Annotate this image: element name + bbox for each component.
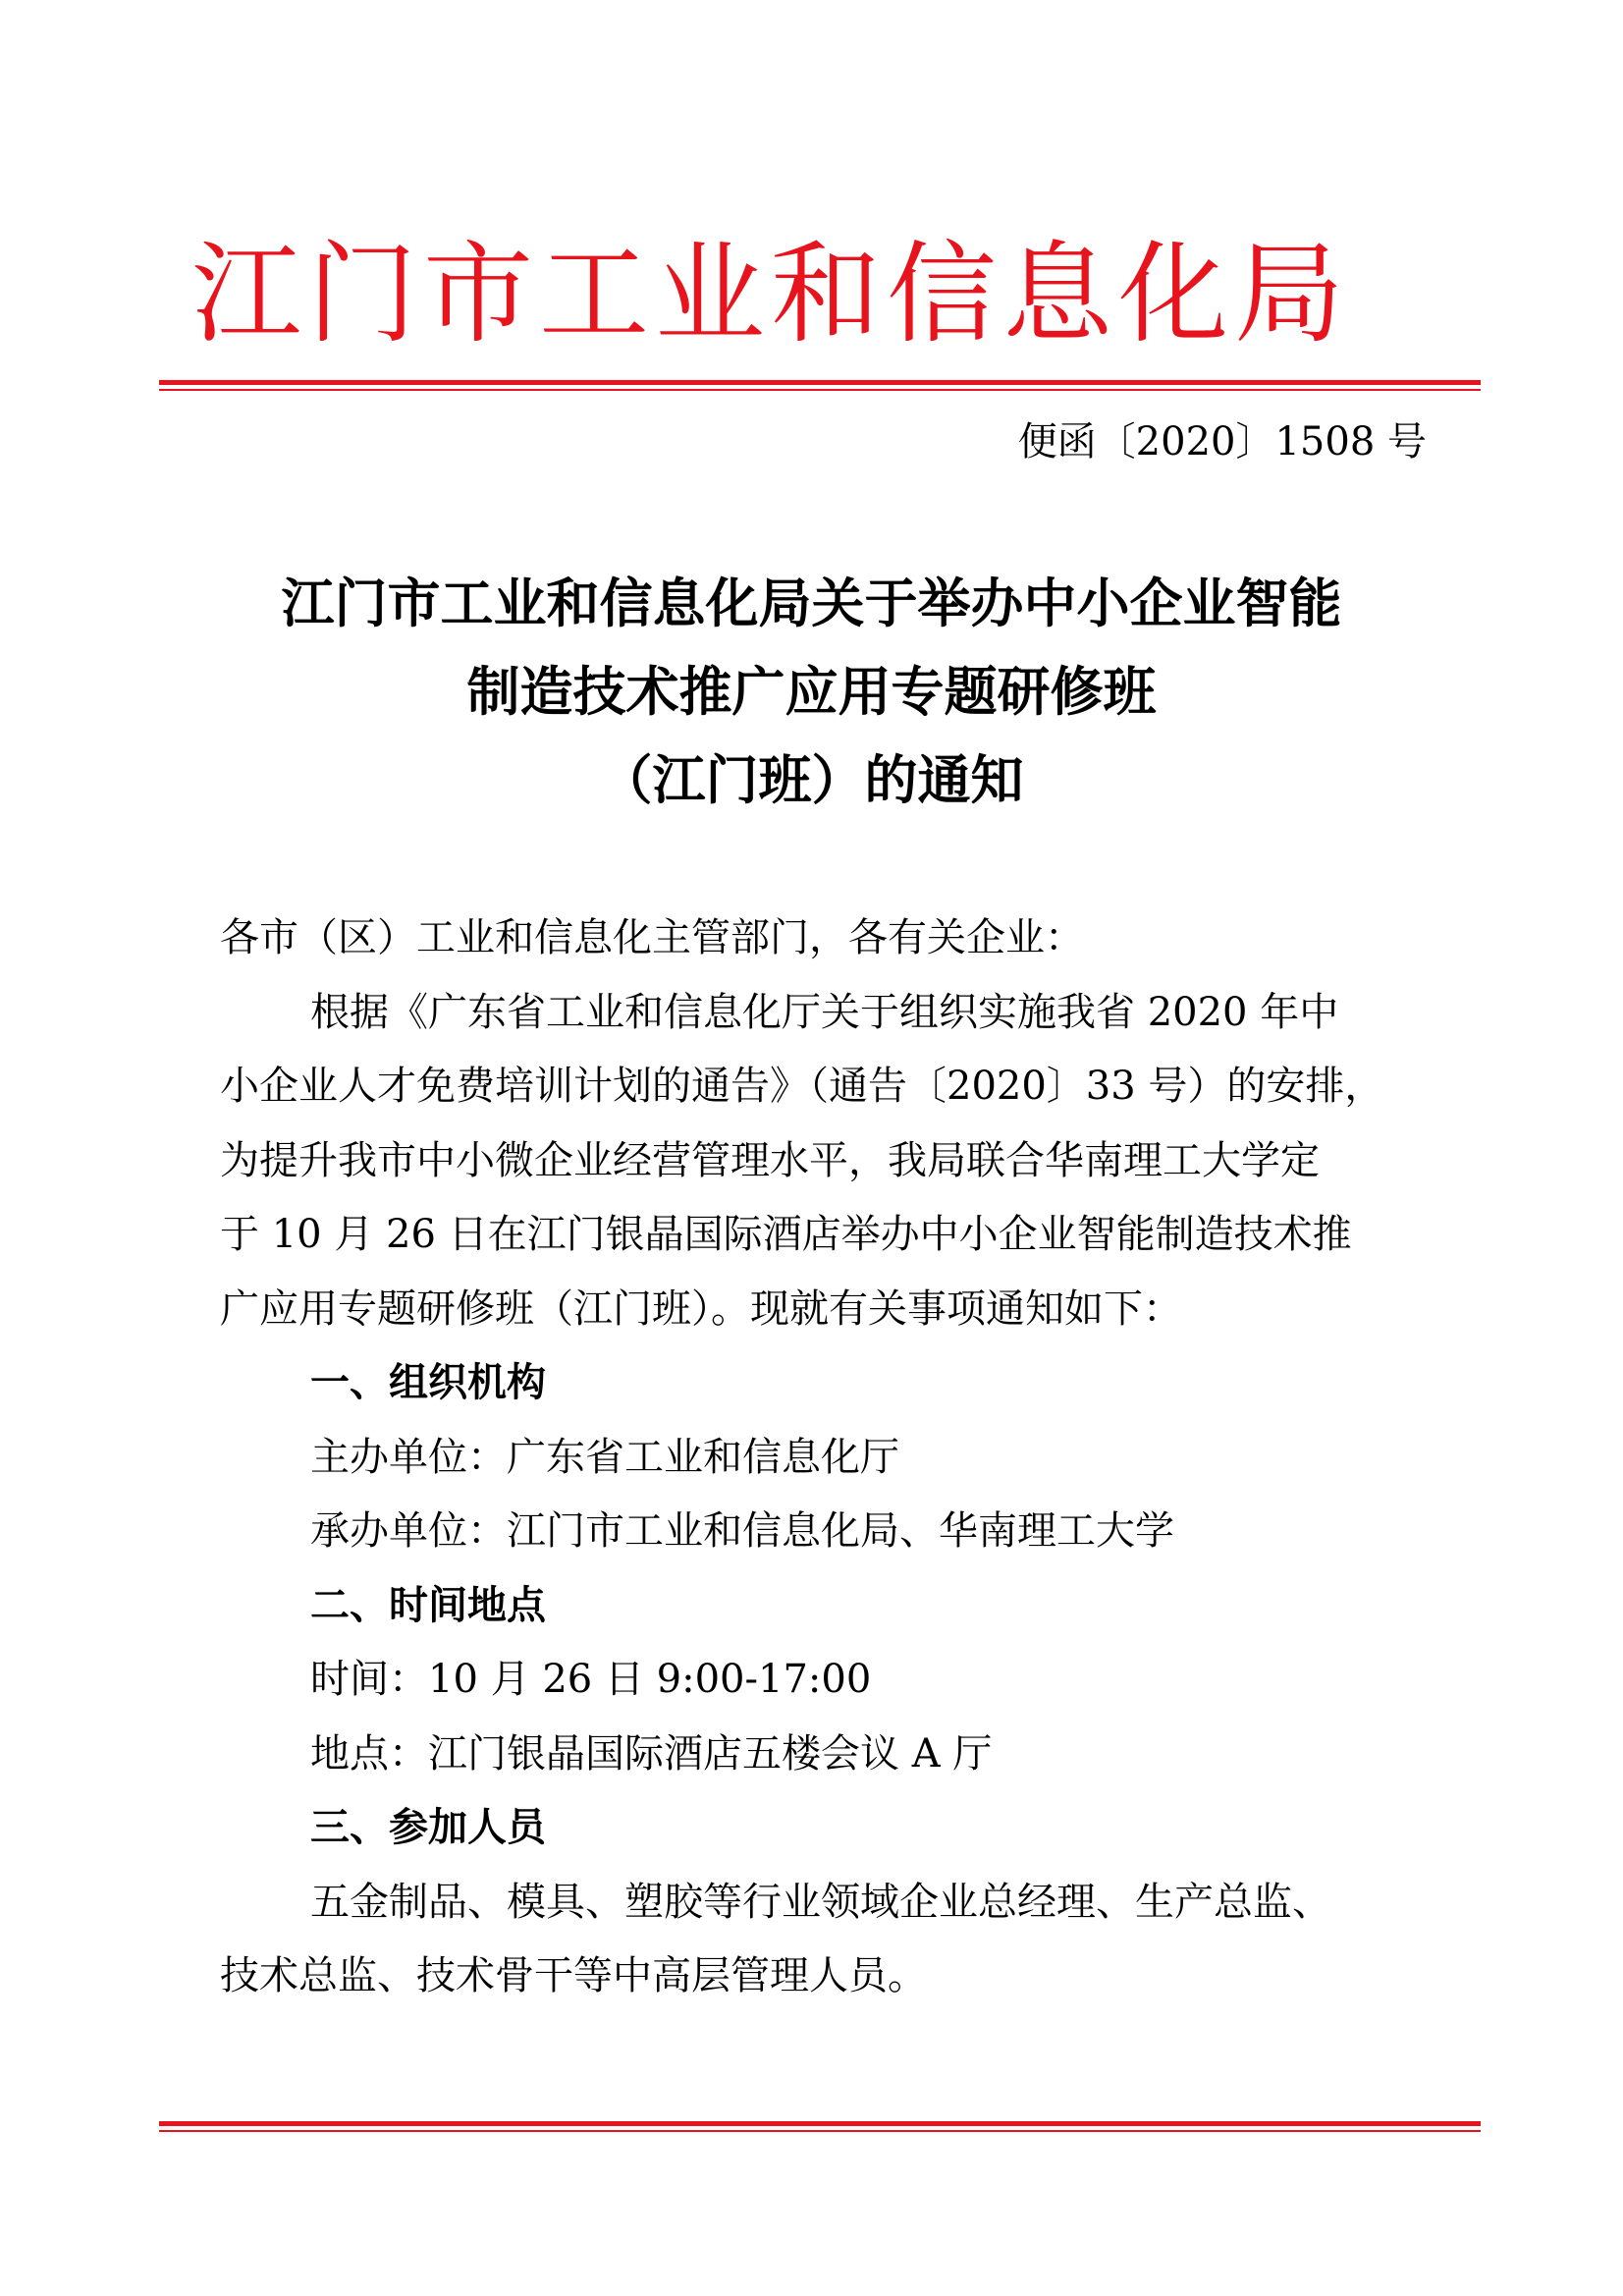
host-unit: 主办单位：广东省工业和信息化厅	[310, 1434, 899, 1480]
participants-line-1: 五金制品、模具、塑胶等行业领域企业总经理、生产总监、	[310, 1879, 1331, 1925]
event-place: 地点：江门银晶国际酒店五楼会议 A 厅	[310, 1730, 993, 1777]
document-body	[220, 902, 1434, 2014]
section-heading-time-place: 二、时间地点	[310, 1582, 546, 1628]
para1-line-1: 根据《广东省工业和信息化厅关于组织实施我省 2020 年中	[310, 989, 1339, 1035]
header-red-rule-thin	[159, 389, 1481, 391]
agency-masthead: 江门市工业和信息化局	[191, 231, 1350, 358]
title-line-2: 制造技术推广应用专题研修班	[466, 661, 1157, 723]
para1-line-2: 小企业人才免费培训计划的通告》（通告〔2020〕33 号）的安排，	[220, 1064, 1384, 1109]
section-heading-participants: 三、参加人员	[310, 1805, 546, 1850]
document-title	[157, 560, 1466, 825]
para1-line-4: 于 10 月 26 日在江门银晶国际酒店举办中小企业智能制造技术推	[220, 1212, 1352, 1257]
section-heading-organization: 一、组织机构	[310, 1360, 546, 1405]
title-line-1: 江门市工业和信息化局关于举办中小企业智能	[281, 573, 1342, 634]
participants-line-2: 技术总监、技术骨干等中高层管理人员。	[220, 1953, 927, 1998]
title-line-3: （江门班）的通知	[599, 749, 1024, 811]
para1-line-5: 广应用专题研修班（江门班）。现就有关事项通知如下：	[220, 1285, 1182, 1332]
event-time: 时间：10 月 26 日 9:00-17:00	[310, 1657, 872, 1702]
footer-red-rule-thick	[159, 2121, 1481, 2126]
document-number: 便函〔2020〕1508 号	[1017, 419, 1427, 465]
header-red-rule-thick	[159, 380, 1481, 385]
footer-red-rule-thin	[159, 2130, 1481, 2132]
salutation: 各市（区）工业和信息化主管部门，各有关企业：	[220, 915, 1084, 960]
organizer-unit: 承办单位：江门市工业和信息化局、华南理工大学	[310, 1508, 1174, 1554]
para1-line-3: 为提升我市中小微企业经营管理水平，我局联合华南理工大学定	[220, 1137, 1320, 1183]
